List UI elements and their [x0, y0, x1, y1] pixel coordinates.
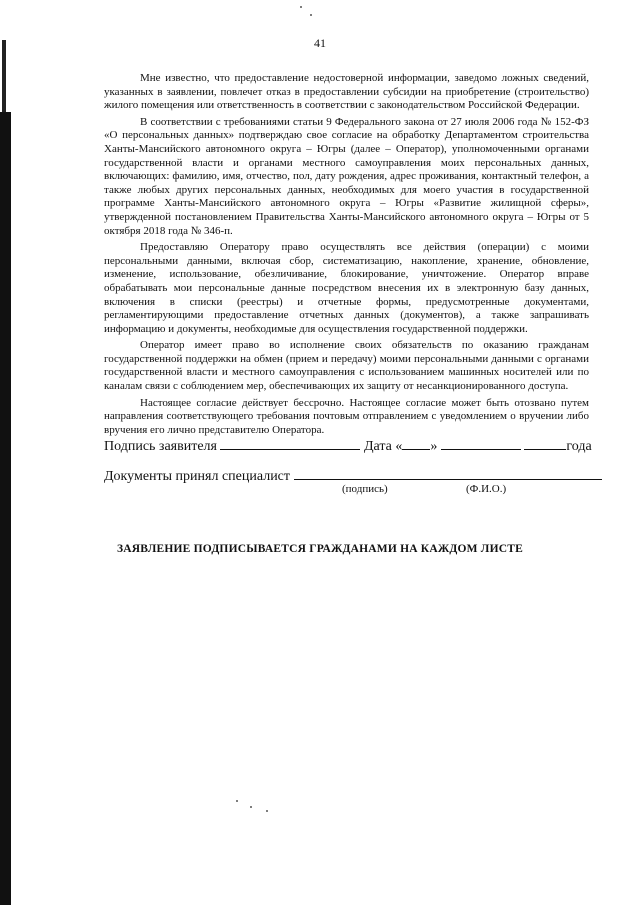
applicant-signature-row [104, 436, 592, 455]
signing-notice: ЗАЯВЛЕНИЕ ПОДПИСЫВАЕТСЯ ГРАЖДАНАМИ НА КАЖДОМ ЛИСТЕ [117, 543, 523, 555]
scan-edge-shadow [0, 112, 11, 905]
caption-full-name: (Ф.И.О.) [466, 483, 507, 495]
paragraph-data-exchange: Оператор имеет право во исполнение своих обязательств по оказанию гражданам государственной поддержки на обмен (прием и передачу) моими персональными данными с органами государственной власти и местного самоуправления с использованием машинных носителей или по каналам связи с соблюдением мер, обеспечивающих их защиту от несанкционированного доступа. [104, 339, 589, 393]
scan-speck [250, 806, 252, 808]
paragraph-operator-rights: Предоставляю Оператору право осуществлять все действия (операции) с моими персональными данными, включая сбор, систематизацию, накопление, хранение, обновление, изменение, использование, обезличивание, блокирование, уничтожение. Оператор вправе обрабатывать мои персональные данные посредством внесения их в электронную базу данных, включения в списки (реестры) и отчетные формы, предусмотренные документами, регламентирующими предоставление отчетных данных (документов), а также запрашивать информацию и документы, необходимые для осуществления государственной поддержки. [104, 241, 589, 335]
applicant-signature-label: Подпись заявителя [104, 439, 217, 454]
paragraph-liability: Мне известно, что предоставление недостоверной информации, заведомо ложных сведений, указанных в заявлении, повлечет отказ в предоставлении субсидии на приобретение (строительство) жилого помещения или ответственность в соответствии с законодательством Российской Федерации. [104, 72, 589, 112]
page-number: 41 [314, 36, 326, 50]
date-label: Дата « [363, 439, 403, 454]
scan-speck [310, 14, 312, 16]
date-close-quote: » [430, 439, 438, 454]
consent-text [104, 72, 589, 440]
paragraph-validity: Настоящее согласие действует бессрочно. Настоящее согласие может быть отозвано путем направления соответствующего требования почтовым отправлением с уведомлением о вручении либо вручения его лично представителю Оператора. [104, 396, 589, 436]
scan-speck [266, 810, 268, 812]
specialist-label: Документы принял специалист [104, 469, 291, 484]
date-month-field[interactable] [441, 436, 521, 450]
date-day-field[interactable] [402, 436, 430, 450]
applicant-signature-field[interactable] [220, 436, 360, 450]
scan-speck [236, 800, 238, 802]
date-year-field[interactable] [524, 436, 566, 450]
paragraph-consent: В соответствии с требованиями статьи 9 Федерального закона от 27 июля 2006 года № 152-ФЗ «О персональных данных» подтверждаю свое согласие на обработку Департаментом строительства Ханты-Мансийского автономного округа – Югры (далее – Оператор), уполномоченными органами государственной власти и органами местного самоуправления моих персональных данных, включающих: фамилию, имя, отчество, пол, дату рождения, адрес проживания, контактный телефон, а также любых других персональных данных, необходимых для моего участия в государственной программе Ханты-Мансийского автономного округа – Югры «Развитие жилищной сферы», утвержденной постановлением Правительства Ханты-Мансийского автономного округа – Югры от 5 октября 2018 года № 346-п. [104, 115, 589, 237]
year-suffix: года [566, 439, 592, 454]
caption-signature: (подпись) [342, 483, 388, 495]
scan-speck [300, 6, 302, 8]
specialist-signature-field[interactable] [294, 466, 602, 480]
